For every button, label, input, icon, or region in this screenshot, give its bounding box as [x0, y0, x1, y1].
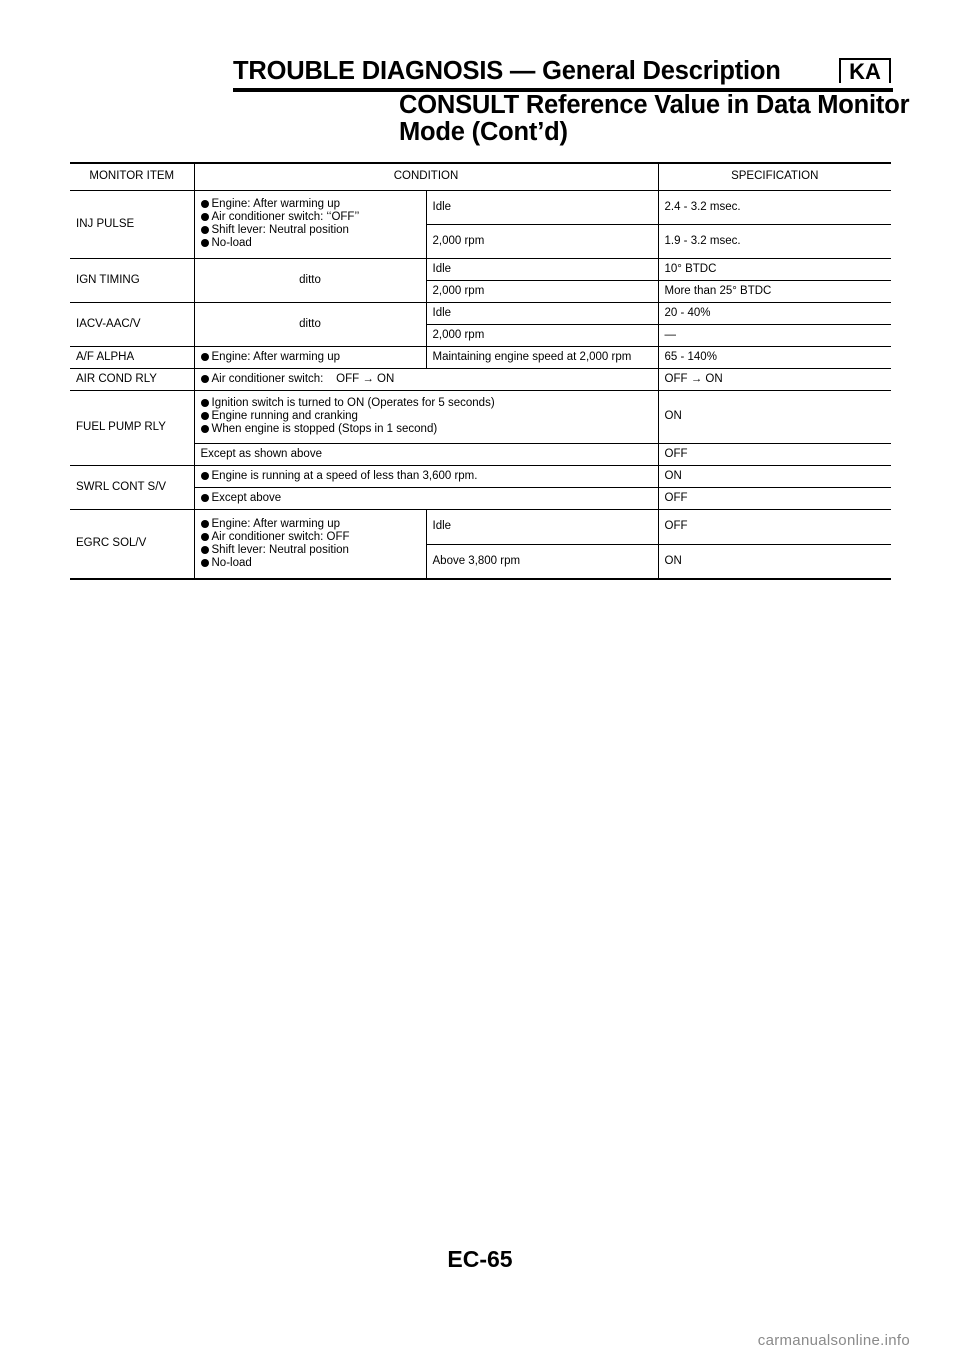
condition-bullet: No-load [201, 237, 420, 250]
condition: Except as shown above [194, 443, 658, 465]
specification: ON [658, 465, 891, 487]
specification: 65 - 140% [658, 346, 891, 368]
monitor-item: IACV-AAC/V [70, 302, 194, 346]
condition-bullet: Engine is running at a speed of less than 3,600 rpm. [201, 470, 652, 483]
specification: 20 - 40% [658, 302, 891, 324]
page-number: EC-65 [447, 1246, 513, 1272]
specification: 2.4 - 3.2 msec. [658, 190, 891, 224]
condition-bullet: Except above [201, 492, 652, 505]
condition-bullet: Air conditioner switch: OFF [201, 531, 420, 544]
specification: 1.9 - 3.2 msec. [658, 224, 891, 258]
condition-bullet: Engine: After warming up [201, 351, 420, 364]
condition-bullet: Engine running and cranking [201, 410, 652, 423]
specification: More than 25° BTDC [658, 280, 891, 302]
monitor-item: EGRC SOL/V [70, 509, 194, 579]
header-specification: SPECIFICATION [658, 163, 891, 190]
sub-condition: Idle [426, 302, 658, 324]
page-subtitle [399, 92, 939, 146]
section-title: TROUBLE DIAGNOSIS — General Description [233, 57, 781, 85]
table-row [70, 346, 891, 368]
condition-bullet: Shift lever: Neutral position [201, 224, 420, 237]
condition-bullet: Air conditioner switch: ‘‘OFF’’ [201, 211, 420, 224]
header-rule [233, 56, 893, 92]
condition [194, 368, 658, 390]
condition-list [194, 390, 658, 443]
specification: OFF [658, 509, 891, 544]
sub-condition: Above 3,800 rpm [426, 544, 658, 579]
condition [194, 346, 426, 368]
table-row [70, 509, 891, 544]
sub-condition: 2,000 rpm [426, 280, 658, 302]
sub-condition: 2,000 rpm [426, 224, 658, 258]
condition-bullet: Shift lever: Neutral position [201, 544, 420, 557]
monitor-item: A/F ALPHA [70, 346, 194, 368]
sub-condition: Maintaining engine speed at 2,000 rpm [426, 346, 658, 368]
monitor-item: INJ PULSE [70, 190, 194, 258]
condition-list [194, 190, 426, 258]
specification: — [658, 324, 891, 346]
condition [194, 487, 658, 509]
reference-value-table [70, 162, 891, 580]
table-row [70, 390, 891, 443]
sub-condition: 2,000 rpm [426, 324, 658, 346]
condition-bullet: Engine: After warming up [201, 518, 420, 531]
condition-bullet: When engine is stopped (Stops in 1 second) [201, 423, 652, 436]
engine-code-badge: KA [839, 58, 891, 83]
sub-condition: Idle [426, 190, 658, 224]
watermark: carmanualsonline.info [757, 1332, 910, 1349]
header-monitor-item: MONITOR ITEM [89, 170, 175, 183]
table-row [70, 190, 891, 224]
page-header [233, 56, 893, 92]
specification: ON [658, 390, 891, 443]
table-row [70, 443, 891, 465]
table-header-row [70, 163, 891, 190]
table-row [70, 258, 891, 280]
condition-bullet: Air conditioner switch: OFF → ON [201, 373, 652, 386]
subtitle-line-1: CONSULT Reference Value in Data Monitor [399, 91, 910, 119]
specification: OFF → ON [658, 368, 891, 390]
monitor-item: SWRL CONT S/V [70, 465, 194, 509]
table-row [70, 487, 891, 509]
condition-bullet: No-load [201, 557, 420, 570]
condition: ditto [194, 302, 426, 346]
header-condition: CONDITION [194, 163, 658, 190]
specification: OFF [658, 487, 891, 509]
condition [194, 465, 658, 487]
sub-condition: Idle [426, 509, 658, 544]
specification: OFF [658, 443, 891, 465]
table-row [70, 368, 891, 390]
condition-bullet: Engine: After warming up [201, 198, 420, 211]
sub-condition: Idle [426, 258, 658, 280]
condition-bullet: Ignition switch is turned to ON (Operates for 5 seconds) [201, 397, 652, 410]
specification: ON [658, 544, 891, 579]
monitor-item: AIR COND RLY [70, 368, 194, 390]
table-row [70, 302, 891, 324]
monitor-item: IGN TIMING [70, 258, 194, 302]
specification: 10° BTDC [658, 258, 891, 280]
condition-list [194, 509, 426, 579]
condition: ditto [194, 258, 426, 302]
table-row [70, 465, 891, 487]
monitor-item: FUEL PUMP RLY [70, 390, 194, 465]
subtitle-line-2: Mode (Cont’d) [399, 118, 568, 146]
